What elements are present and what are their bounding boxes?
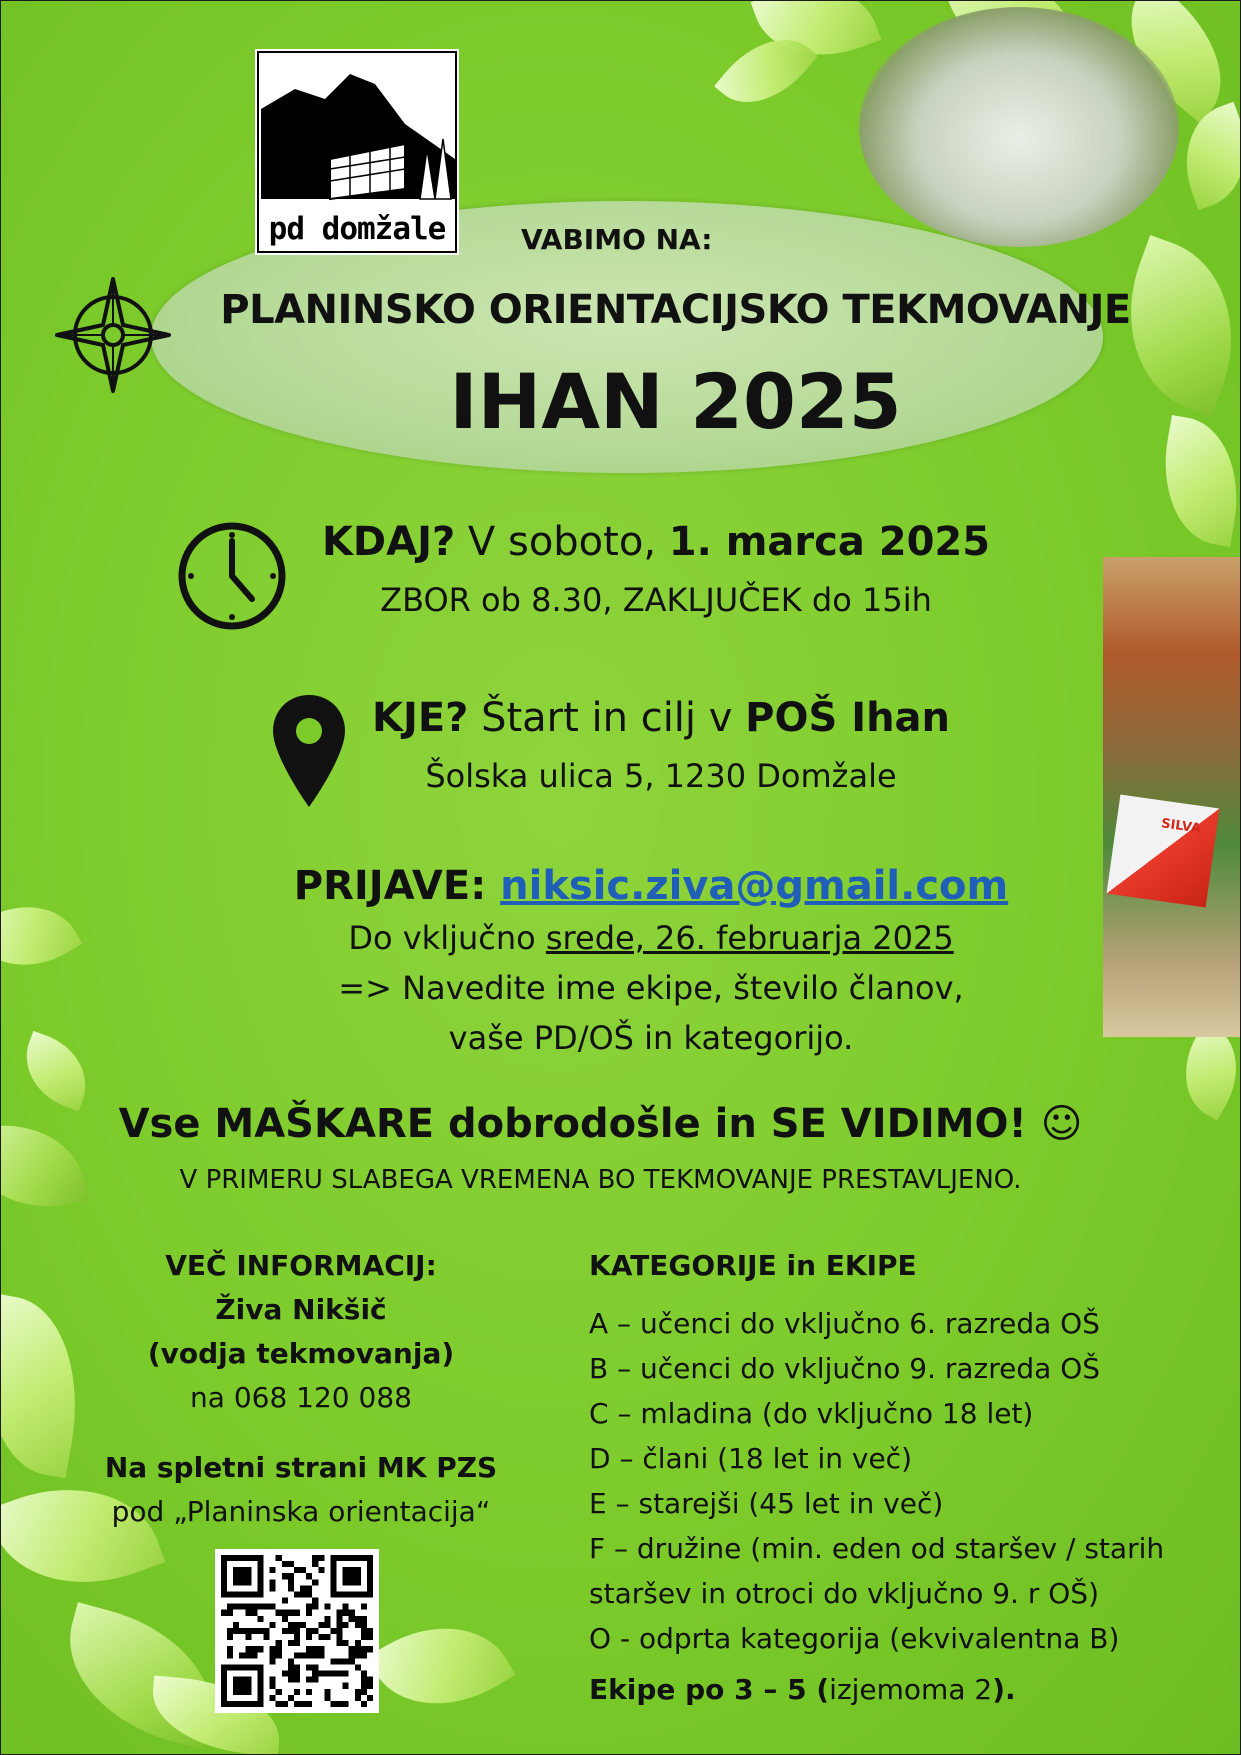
when-day: V soboto,	[455, 519, 669, 565]
where-place: POŠ Ihan	[745, 695, 951, 741]
deadline-prefix: Do vključno	[348, 919, 546, 957]
category-item: staršev in otroci do vključno 9. r OŠ)	[589, 1577, 1099, 1610]
map-and-compass-photo	[859, 7, 1179, 247]
teams-note-b: izjemoma 2	[829, 1673, 993, 1706]
event-name: IHAN 2025	[449, 357, 902, 446]
leaf-decoration	[13, 1031, 99, 1111]
registration-label: PRIJAVE:	[293, 863, 501, 909]
leaf-decoration	[0, 883, 82, 989]
location-pin-icon	[271, 693, 347, 809]
flag-brand: SILVA	[1160, 816, 1202, 837]
deadline-date: srede, 26. februarja 2025	[545, 919, 954, 957]
teams-note-c: ).	[992, 1673, 1016, 1706]
registration-deadline	[251, 919, 1051, 957]
when-line	[291, 519, 1021, 565]
web-subtext: pod „Planinska orientacija“	[111, 1495, 491, 1528]
registration-line	[251, 863, 1051, 909]
orienteering-flag	[1107, 795, 1220, 908]
info-role: (vodja tekmovanja)	[147, 1337, 455, 1370]
info-phone: na 068 120 088	[190, 1381, 412, 1414]
leaf-decoration	[1168, 102, 1241, 211]
category-item: E – starejši (45 let in več)	[589, 1487, 944, 1520]
weather-notice: V PRIMERU SLABEGA VREMENA BO TEKMOVANJE PRESTAVLJENO.	[179, 1165, 1022, 1195]
welcome-text: Vse MAŠKARE dobrodošle in SE VIDIMO! ☺	[118, 1101, 1083, 1147]
clock-icon	[177, 521, 287, 631]
category-item: F – družine (min. eden od staršev / starih	[589, 1532, 1165, 1565]
category-item: D – člani (18 let in več)	[589, 1442, 912, 1475]
pd-domzale-logo	[255, 49, 459, 255]
where-address: Šolska ulica 5, 1230 Domžale	[425, 757, 897, 795]
where-line	[351, 695, 971, 741]
category-item: B – učenci do vključno 9. razreda OŠ	[589, 1352, 1101, 1385]
where-label: KJE?	[371, 695, 469, 741]
registration-instructions-1: => Navedite ime ekipe, število članov,	[338, 969, 964, 1007]
category-item: A – učenci do vključno 6. razreda OŠ	[589, 1307, 1100, 1340]
teams-note	[589, 1673, 1016, 1706]
where-text: Štart in cilj v	[468, 695, 746, 741]
info-name: Živa Nikšič	[215, 1293, 387, 1326]
event-title: PLANINSKO ORIENTACIJSKO TEKMOVANJE	[220, 287, 1131, 333]
registration-email-link[interactable]: niksic.ziva@gmail.com	[500, 863, 1009, 909]
qr-code[interactable]	[215, 1549, 379, 1713]
web-heading: Na spletni strani MK PZS	[104, 1451, 498, 1484]
when-label: KDAJ?	[321, 519, 456, 565]
invite-text: VABIMO NA:	[521, 223, 713, 256]
category-item: O - odprta kategorija (ekvivalentna B)	[589, 1622, 1120, 1655]
when-date: 1. marca 2025	[668, 519, 991, 565]
info-heading: VEČ INFORMACIJ:	[165, 1249, 437, 1282]
qr-code-graphic	[221, 1555, 373, 1707]
categories-list	[589, 1301, 1164, 1661]
categories-heading: KATEGORIJE in EKIPE	[589, 1249, 917, 1282]
logo-text: pd domžale	[268, 211, 446, 247]
teams-note-a: Ekipe po 3 – 5 (	[589, 1673, 830, 1706]
when-times: ZBOR ob 8.30, ZAKLJUČEK do 15ih	[380, 581, 932, 619]
leaf-decoration	[367, 1597, 516, 1735]
category-item: C – mladina (do vključno 18 let)	[589, 1397, 1034, 1430]
registration-instructions-2: vaše PD/OŠ in kategorijo.	[448, 1019, 854, 1057]
